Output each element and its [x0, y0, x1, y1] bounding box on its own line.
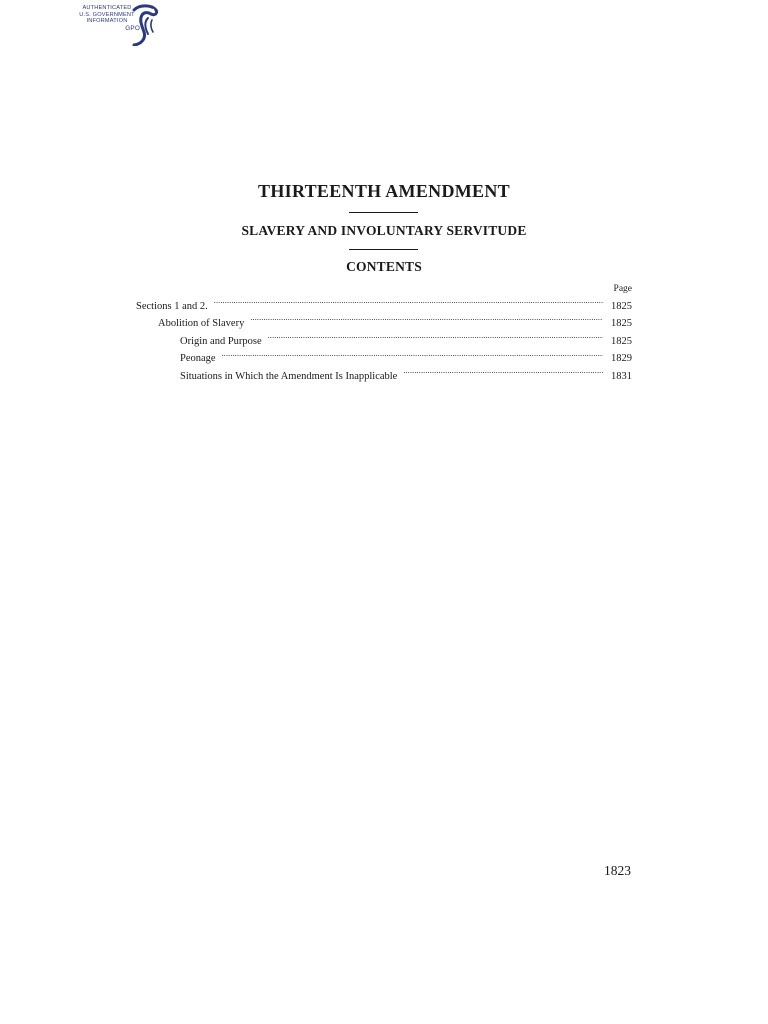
- toc-entry[interactable]: [136, 366, 632, 384]
- toc-entry-label: Situations in Which the Amendment Is Inapplicable: [180, 370, 398, 382]
- toc-entry-page: 1825: [611, 300, 632, 312]
- toc-entry-page: 1831: [611, 370, 632, 382]
- toc-entry-label: Peonage: [180, 353, 216, 365]
- toc-entry-page: 1825: [611, 335, 632, 347]
- toc-leader-dots: [214, 296, 603, 309]
- toc-entry[interactable]: [136, 349, 632, 367]
- toc-entry-label: Abolition of Slavery: [158, 318, 245, 330]
- subtitle-divider: [349, 249, 418, 250]
- toc-leader-dots: [222, 349, 603, 362]
- toc-entry-page: 1825: [611, 318, 632, 330]
- toc-entry-label: Sections 1 and 2.: [136, 300, 208, 312]
- page-title: THIRTEENTH AMENDMENT: [258, 181, 510, 201]
- toc-page-column-header: Page: [613, 284, 632, 294]
- seal-line-information: INFORMATION: [86, 18, 128, 25]
- seal-line-gpo: GPO: [125, 24, 140, 32]
- toc-entry[interactable]: [136, 313, 632, 331]
- page-subtitle: SLAVERY AND INVOLUNTARY SERVITUDE: [241, 223, 527, 238]
- title-divider: [349, 212, 418, 213]
- toc-entry-page: 1829: [611, 353, 632, 365]
- seal-line-government: U.S. GOVERNMENT: [79, 11, 135, 18]
- toc-leader-dots: [268, 331, 603, 344]
- toc-leader-dots: [403, 366, 603, 379]
- toc-entry[interactable]: [136, 296, 632, 314]
- toc-entry[interactable]: [136, 331, 632, 349]
- toc-leader-dots: [250, 313, 603, 326]
- contents-heading: CONTENTS: [346, 259, 422, 274]
- gpo-authentication-seal: [68, 4, 160, 46]
- eagle-icon: [124, 4, 160, 46]
- seal-line-authenticated: AUTHENTICATED: [82, 5, 132, 11]
- page-number: 1823: [604, 863, 631, 878]
- toc-entry-label: Origin and Purpose: [180, 335, 262, 347]
- table-of-contents: [136, 283, 632, 384]
